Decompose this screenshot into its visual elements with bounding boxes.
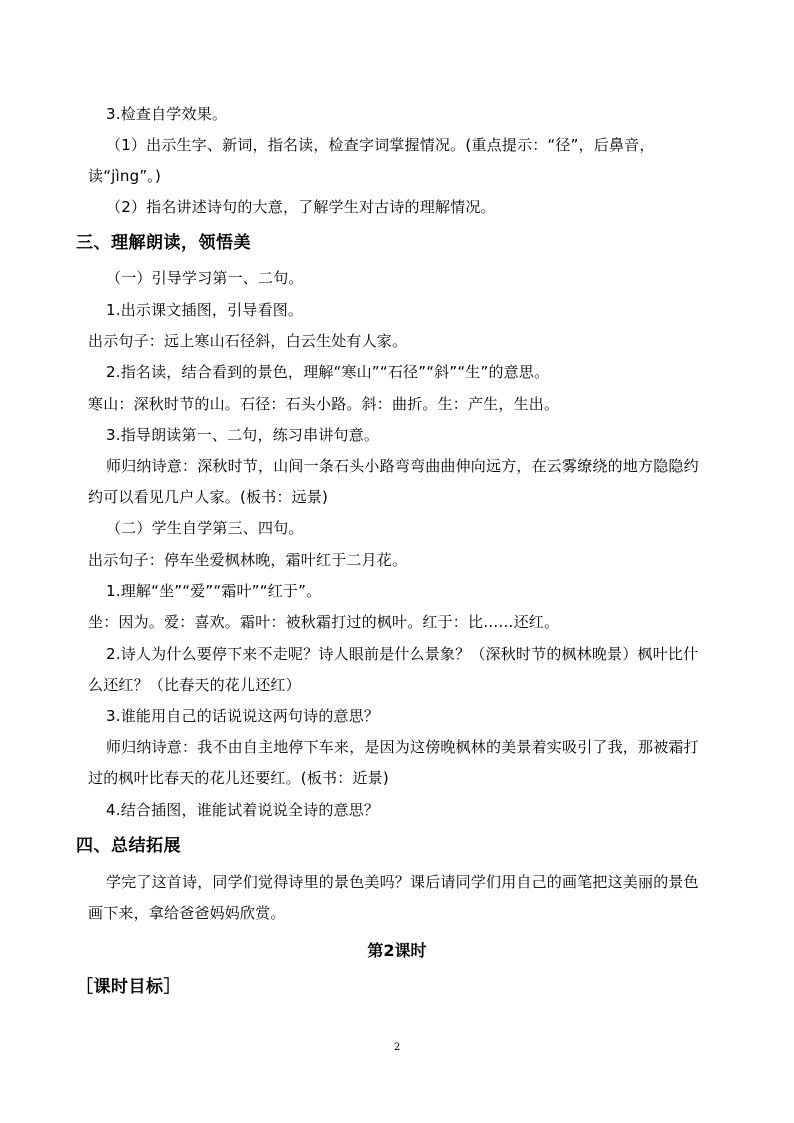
paragraph-line: （1）出示生字、新词，指名读，检查字词掌握情况。(重点提示：“径”，后鼻音， xyxy=(106,136,655,154)
paragraph-line: 2.指名读，结合看到的景色，理解“寒山”“石径”“斜”“生”的意思。 xyxy=(106,363,550,381)
paragraph-line: （2）指名讲述诗句的大意，了解学生对古诗的理解情况。 xyxy=(106,198,496,216)
paragraph-line: 读“jìng”。) xyxy=(88,167,162,185)
paragraph-line: 1.理解“坐”“爱”“霜叶”“红于”。 xyxy=(106,582,322,600)
paragraph-line: 1.出示课文插图，引导看图。 xyxy=(106,301,304,319)
lesson-title: 第2课时 xyxy=(367,941,427,960)
paragraph-line: 出示句子：远上寒山石径斜，白云生处有人家。 xyxy=(88,332,408,350)
paragraph-line: 么还红？（比春天的花儿还红） xyxy=(88,676,301,694)
paragraph-line: 3.谁能用自己的话说说这两句诗的意思？ xyxy=(106,707,380,725)
page-number: 2 xyxy=(393,1042,401,1053)
paragraph-line: 出示句子：停车坐爱枫林晚，霜叶红于二月花。 xyxy=(88,551,408,569)
section-heading: 四、总结拓展 xyxy=(76,836,181,856)
paragraph-line: （二）学生自学第三、四句。 xyxy=(106,519,304,537)
paragraph-line: 学完了这首诗，同学们觉得诗里的景色美吗？课后请同学们用自己的画笔把这美丽的景色 xyxy=(106,873,699,891)
section-heading: ［课时目标］ xyxy=(76,977,181,997)
paragraph-line: 寒山：深秋时节的山。石径：石头小路。斜：曲折。生：产生，生出。 xyxy=(88,395,560,413)
section-heading: 三、理解朗读，领悟美 xyxy=(76,233,251,253)
paragraph-line: 过的枫叶比春天的花儿还要红。(板书：近景) xyxy=(88,769,389,787)
paragraph-line: 4.结合插图，谁能试着说说全诗的意思？ xyxy=(106,801,380,819)
paragraph-line: （一）引导学习第一、二句。 xyxy=(106,269,304,287)
paragraph-line: 坐：因为。爱：喜欢。霜叶：被秋霜打过的枫叶。红于：比……还红。 xyxy=(88,613,560,631)
paragraph-line: 画下来，拿给爸爸妈妈欣赏。 xyxy=(88,904,286,922)
paragraph-line: 师归纳诗意：深秋时节，山间一条石头小路弯弯曲曲伸向远方，在云雾缭绕的地方隐隐约 xyxy=(106,457,699,475)
paragraph-line: 约可以看见几户人家。(板书：远景) xyxy=(88,488,329,506)
paragraph-line: 3.指导朗读第一、二句，练习串讲句意。 xyxy=(106,426,380,444)
paragraph-line: 3.检查自学效果。 xyxy=(106,105,228,123)
paragraph-line: 2.诗人为什么要停下来不走呢？诗人眼前是什么景象？（深秋时节的枫林晚景）枫叶比什 xyxy=(106,645,699,663)
paragraph-line: 师归纳诗意：我不由自主地停下车来，是因为这傍晚枫林的美景着实吸引了我，那被霜打 xyxy=(106,738,699,756)
